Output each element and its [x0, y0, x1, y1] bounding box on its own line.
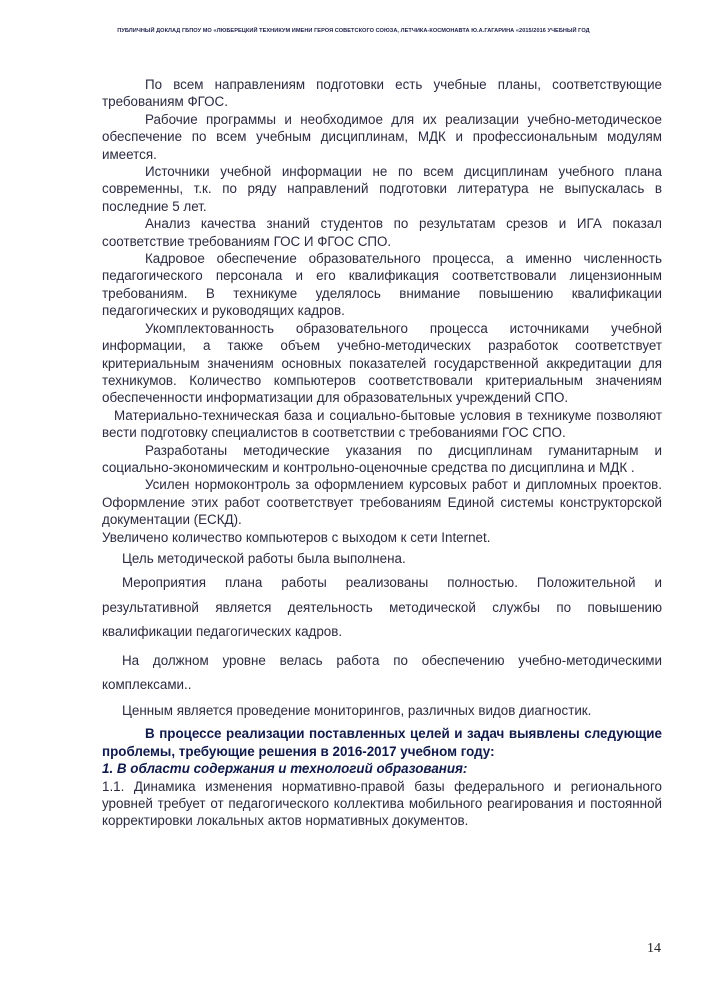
paragraph: Материально-техническая база и социально-бытовые условия в техникуме позволяют вести подготовку специалистов в соответствии с требованиями ГОС СПО.	[102, 407, 662, 441]
paragraph: Ценным является проведение мониторингов, различных видов диагностик.	[122, 702, 592, 718]
paragraph: Рабочие программы и необходимое для их реализации учебно-методическое обеспечение по всем учебным дисциплинам, МДК и профессиональным модулям имеется.	[102, 111, 662, 162]
document-body	[102, 76, 662, 830]
paragraph: Разработаны методические указания по дисциплинам гуманитарным и социально-экономическим и контрольно-оценочные средства по дисциплина и МДК .	[102, 442, 662, 475]
paragraph: Усилен нормоконтроль за оформлением курсовых работ и дипломных проектов. Оформление этих работ соответствует требованиям Единой системы конструкторской документации (ЕСКД).	[102, 477, 662, 528]
paragraph: По всем направлениям подготовки есть учебные планы, соответствующие требованиям ФГОС.	[102, 77, 662, 110]
paragraph: На должном уровне велась работа по обеспечению учебно-методическими комплексами..	[102, 652, 662, 693]
paragraph: Анализ качества знаний студентов по результатам срезов и ИГА показал соответствие требованиям ГОС И ФГОС СПО.	[102, 216, 662, 249]
paragraph: Увеличено количество компьютеров с выходом к сети Internet.	[102, 529, 491, 545]
section-title: 1. В области содержания и технологий образования:	[102, 761, 468, 777]
list-item: 1.1. Динамика изменения нормативно-правой базы федерального и регионального уровней требует от педагогического коллектива мобильного реагирования и постоянной корректировки локальных актов нормативных документов.	[102, 778, 662, 829]
page-header: ПУБЛИЧНЫЙ ДОКЛАД ГБПОУ МО «ЛЮБЕРЕЦКИЙ ТЕХНИКУМ ИМЕНИ ГЕРОЯ СОВЕТСКОГО СОЮЗА, ЛЕТЧИКА-КОСМОНАВТА Ю.А.ГАГАРИНА «2015/2016 УЧЕБНЫЙ ГОД	[117, 28, 590, 34]
paragraph: Цель методической работы была выполнена.	[122, 550, 406, 566]
paragraph: Мероприятия плана работы реализованы полностью. Положительной и результативной является деятельность методической службы по повышению квалификации педагогических кадров.	[102, 575, 662, 640]
page-number: 14	[647, 941, 661, 956]
paragraph: Укомплектованность образовательного процесса источниками учебной информации, а также объем учебно-методических разработок соответствует критериальным значениям основных показателей государственной аккредитации для техникумов. Количество компьютеров соответствовали критериальным значениям обеспеченности информатизации для образовательных учреждений СПО.	[102, 320, 662, 406]
problems-heading: В процессе реализации поставленных целей и задач выявлены следующие проблемы, требующие решения в 2016-2017 учебном году:	[102, 726, 662, 759]
paragraph: Кадровое обеспечение образовательного процесса, а именно численность педагогического персонала и его квалификация соответствовали лицензионным требованиям. В техникуме уделялось внимание повышению квалификации педагогических и руководящих кадров.	[102, 251, 662, 319]
paragraph: Источники учебной информации не по всем дисциплинам учебного плана современны, т.к. по ряду направлений подготовки литература не выпускалась в последние 5 лет.	[102, 164, 662, 214]
